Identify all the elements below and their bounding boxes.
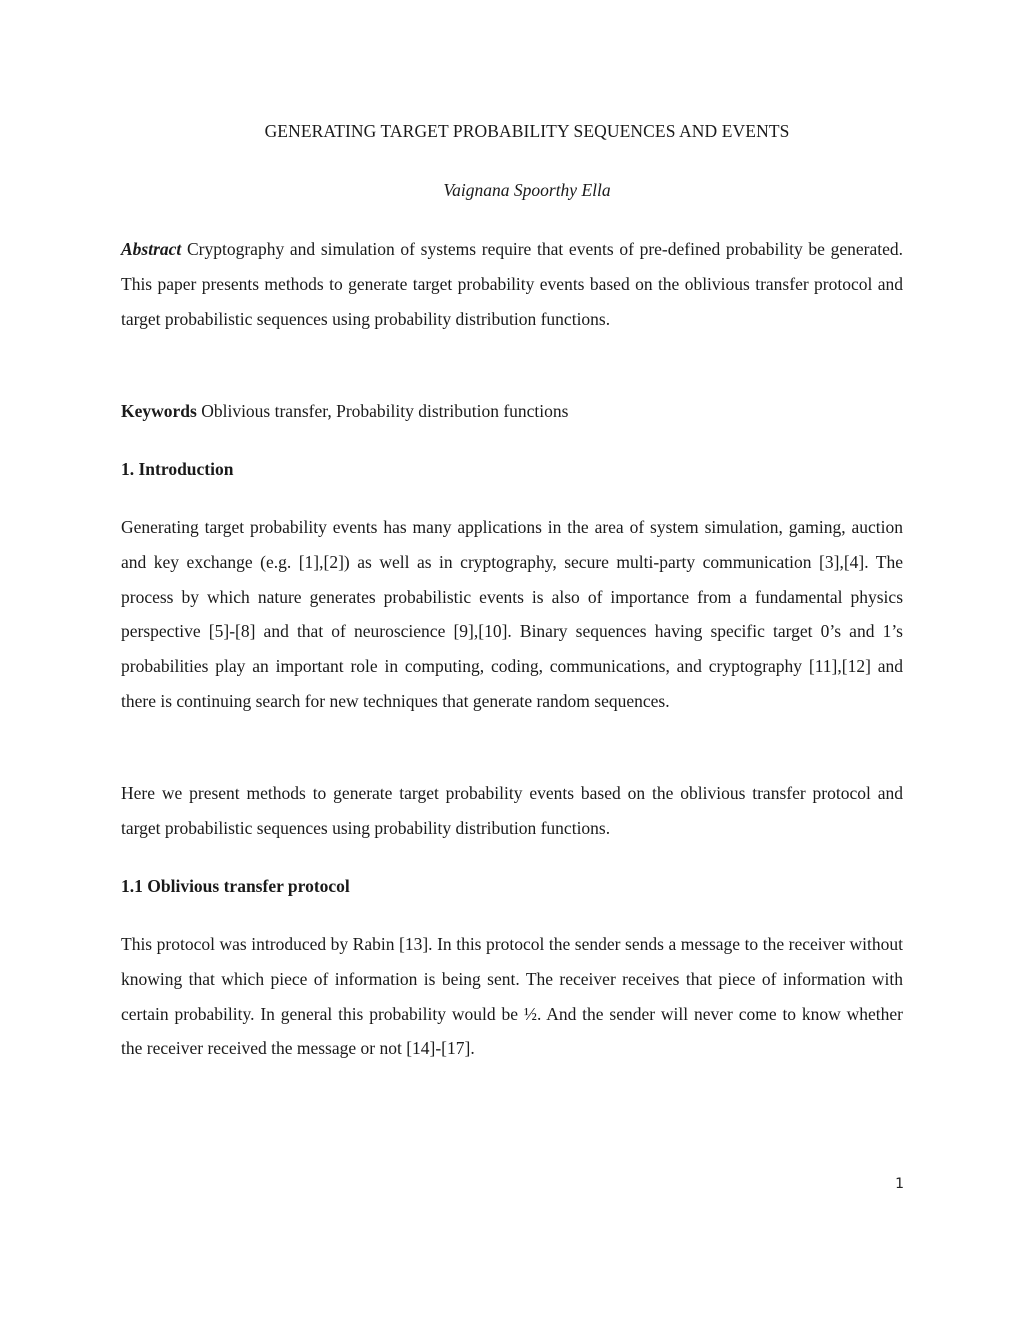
introduction-paragraph-1: Generating target probability events has many applications in the area of system simulation, gaming, auction and key exchange (e.g. [1],[2]) as well as in cryptography, secure multi-party communication [3],[4]. The process by which nature generates probabilistic events is also of importance from a fundamental physics perspective [5]-[8] and that of neuroscience [9],[10]. Binary sequences having specific target 0’s and 1’s probabilities play an important role in computing, coding, communications, and cryptography [11],[12] and there is continuing search for new techniques that generate random sequences. — [121, 517, 903, 711]
paper-author: Vaignana Spoorthy Ella — [443, 180, 611, 200]
keywords-text: Oblivious transfer, Probability distribution functions — [196, 401, 569, 421]
abstract-paragraph — [121, 232, 903, 336]
abstract-label: Abstract — [121, 239, 182, 259]
page-number: 1 — [895, 1176, 904, 1192]
section-heading-oblivious-transfer: 1.1 Oblivious transfer protocol — [121, 876, 350, 896]
oblivious-transfer-paragraph: This protocol was introduced by Rabin [13]. In this protocol the sender sends a message to the receiver without knowing that which piece of information is being sent. The receiver receives that piece of information with certain probability. In general this probability would be ½. And the sender will never come to know whether the receiver received the message or not [14]-[17]. — [121, 934, 903, 1059]
keywords-label: Keywords — [121, 401, 197, 421]
section-heading-introduction: 1. Introduction — [121, 459, 234, 479]
abstract-text: Cryptography and simulation of systems require that events of pre-defined probability be generated. This paper presents methods to generate target probability events based on the oblivious transfer protocol and target probabilistic sequences using probability distribution functions. — [121, 239, 903, 329]
paper-title: GENERATING TARGET PROBABILITY SEQUENCES AND EVENTS — [264, 121, 790, 141]
introduction-paragraph-2: Here we present methods to generate target probability events based on the oblivious transfer protocol and target probabilistic sequences using probability distribution functions. — [121, 783, 903, 838]
keywords-paragraph — [121, 394, 903, 429]
